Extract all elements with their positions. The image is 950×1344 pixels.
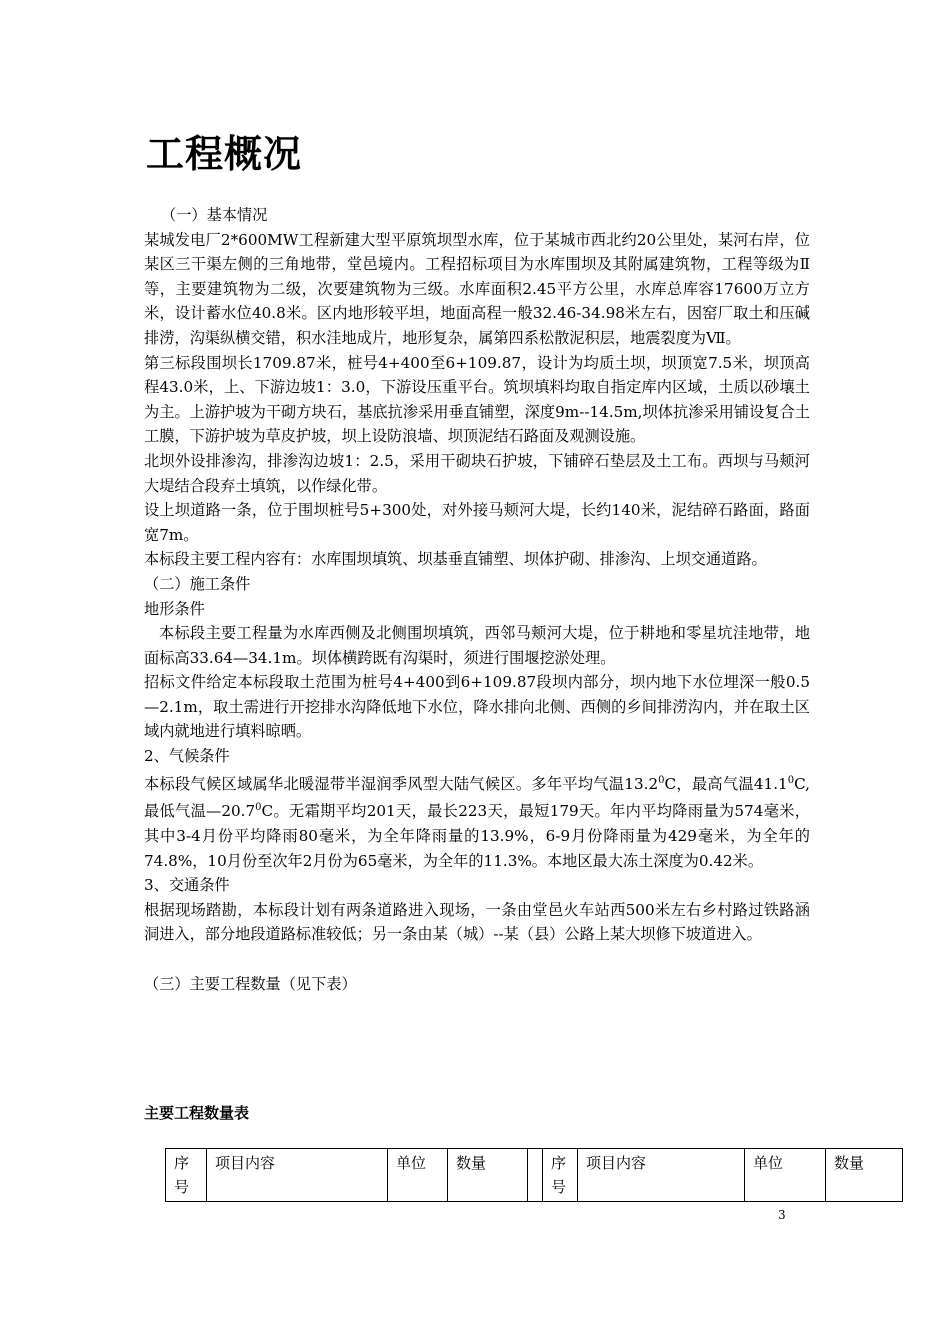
paragraph-climate: [144, 769, 810, 874]
document-body: [144, 203, 810, 996]
paragraph-dam-design: 第三标段围坝长1709.87米，桩号4+400至6+109.87，设计为均质土坝，坝顶宽7.5米，坝顶高程43.0米，上、下游边坡1：3.0，下游设压重平台。筑坝填料均取自指定库内区域，土质以砂壤土为主。上游护坡为干砌方块石，基底抗渗采用垂直铺塑，深度9m--14.5m,坝体抗渗采用铺设复合土工膜，下游护坡为草皮护坡，坝上设防浪墙、坝顶泥结石路面及观测设施。: [144, 353, 810, 446]
degree-sup: 0: [255, 802, 262, 814]
paragraph-road: 设上坝道路一条，位于围坝桩号5+300处，对外接马颊河大堤，长约140米，泥结碎石路面，路面宽7m。: [144, 501, 810, 544]
section-heading-basic: （一）基本情况: [161, 206, 268, 224]
climate-text-2: C，最高气温41.1: [664, 774, 788, 793]
section-heading-quantities: （三）主要工程数量（见下表）: [144, 974, 357, 993]
climate-text-1: 本标段气候区域属华北暖湿带半湿润季风型大陆气候区。多年平均气温13.2: [144, 774, 659, 793]
spacer: [144, 947, 810, 972]
page-number: 3: [778, 1208, 786, 1222]
subheading-climate: 2、气候条件: [144, 747, 230, 766]
page-title: 工程概况: [146, 132, 303, 176]
paragraph-terrain: 本标段主要工程量为水库西侧及北侧围坝填筑，西邻马颊河大堤，位于耕地和零星坑洼地带，地面标高33.64—34.1m。坝体横跨既有沟渠时，须进行围堰挖淤处理。: [144, 624, 810, 667]
degree-sup: 0: [658, 774, 665, 786]
climate-text-3: C,最低气温—20.7: [144, 774, 810, 821]
header-cell-no: 序号: [166, 1149, 207, 1202]
table-header-row: [166, 1149, 903, 1202]
paragraph-scope: 本标段主要工程内容有：水库围坝填筑、坝基垂直铺塑、坝体护砌、排渗沟、上坝交通道路。: [144, 550, 767, 569]
climate-text-4: C。无霜期平均201天，最长223天，最短179天。年内平均降雨量为574毫米，其中3-4月份平均降雨80毫米，为全年降雨量的13.9%，6-9月份降雨量为429毫米，为全年的74.8%，10月份至次年2月份为65毫米，为全年的11.3%。本地区最大冻土深度为0.42米。: [144, 802, 810, 870]
table-title: 主要工程数量表: [144, 1104, 250, 1122]
degree-sup: 0: [787, 774, 795, 786]
paragraph-borrow-area: 招标文件给定本标段取土范围为桩号4+400到6+109.87段坝内部分，坝内地下水位埋深一般0.5—2.1m，取土需进行开挖排水沟降低地下水位，降水排向北侧、西侧的乡间排涝沟内，并在取土区域内就地进行填料晾晒。: [144, 673, 810, 741]
quantity-table: [165, 1148, 903, 1202]
subheading-terrain: 地形条件: [144, 599, 205, 618]
subheading-traffic: 3、交通条件: [144, 876, 230, 895]
header-cell-item: 项目内容: [578, 1149, 745, 1202]
header-cell-unit: 单位: [745, 1149, 826, 1202]
header-cell-qty: 数量: [826, 1149, 903, 1202]
paragraph-overview: 某城发电厂2*600MW工程新建大型平原筑坝型水库，位于某城市西北约20公里处，某河右岸，位某区三干渠左侧的三角地带，堂邑境内。工程招标项目为水库围坝及其附属建筑物，工程等级为Ⅱ等，主要建筑物为二级，次要建筑物为三级。水库面积2.45平方公里，水库总库容17600万立方米，设计蓄水位40.8米。区内地形较平坦，地面高程一般32.46-34.98米左右，因窑厂取土和压碱排涝，沟渠纵横交错，积水洼地成片，地形复杂，属第四系松散泥积层，地震裂度为Ⅶ。: [144, 230, 810, 347]
header-cell-qty: 数量: [448, 1149, 528, 1202]
paragraph-traffic: 根据现场踏勘，本标段计划有两条道路进入现场，一条由堂邑火车站西500米左右乡村路过铁路涵洞进入，部分地段道路标准较低；另一条由某（城）--某（县）公路上某大坝修下坡道进入。: [144, 900, 810, 944]
header-cell-item: 项目内容: [207, 1149, 388, 1202]
header-cell-unit: 单位: [388, 1149, 448, 1202]
paragraph-drainage: 北坝外设排渗沟，排渗沟边坡1：2.5，采用干砌块石护坡，下铺碎石垫层及土工布。西坝与马颊河大堤结合段弃土填筑，以作绿化带。: [144, 451, 810, 495]
section-heading-construction: （二）施工条件: [144, 574, 251, 593]
header-cell-no: 序号: [543, 1149, 578, 1202]
header-cell-separator: [528, 1149, 543, 1202]
